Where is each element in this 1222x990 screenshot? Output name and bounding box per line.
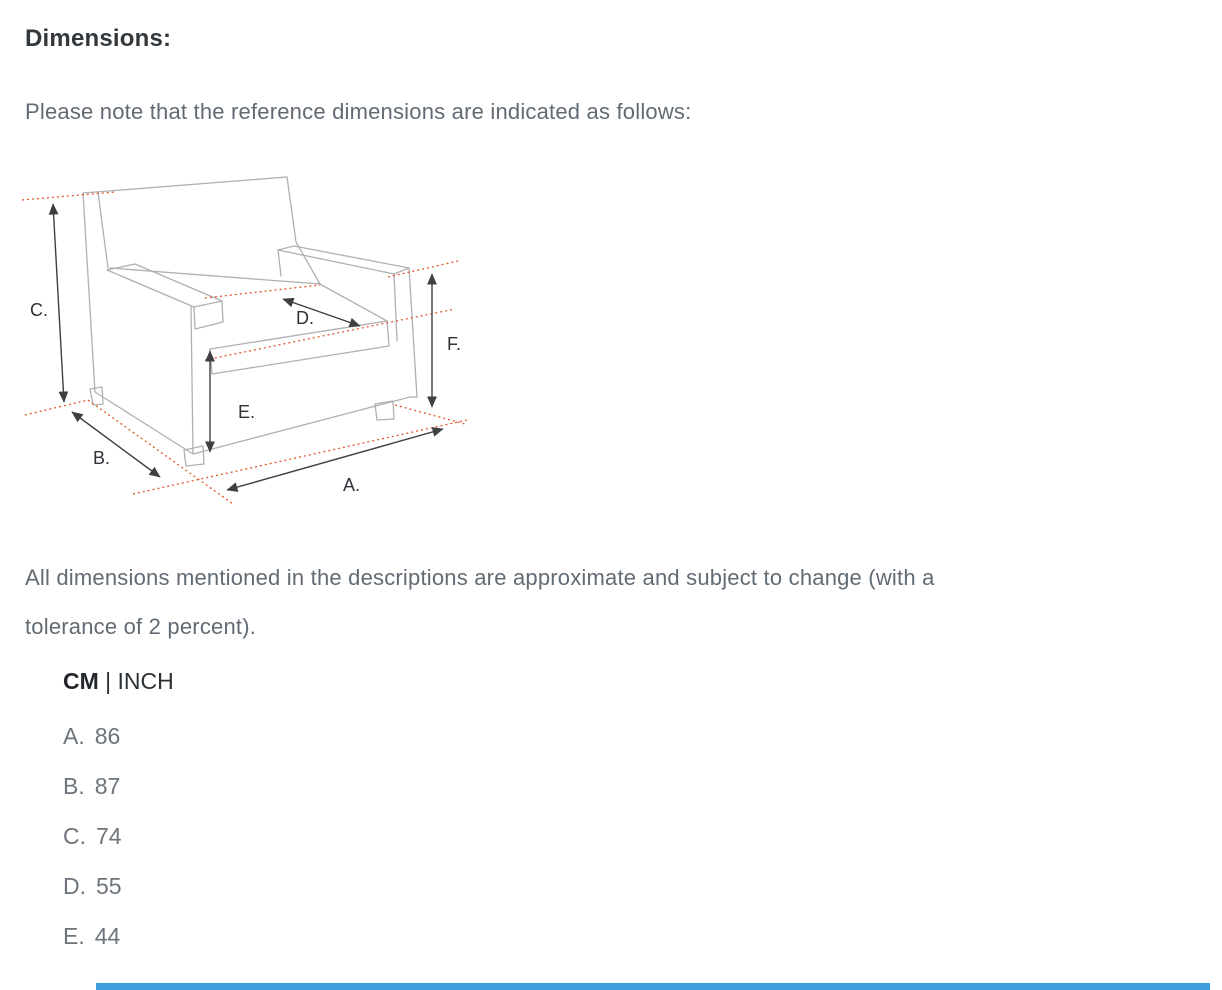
dimension-arrow-d <box>283 299 360 326</box>
reference-line-floor-left-b <box>25 400 88 415</box>
units-separator: | <box>98 668 118 694</box>
reference-line-seat-back <box>205 285 320 298</box>
dimension-value: 74 <box>96 822 122 849</box>
units-cm-label: CM <box>63 668 99 694</box>
note-line-2: tolerance of 2 percent). <box>25 614 257 639</box>
dimension-letter: D. <box>63 872 86 899</box>
reference-line-top-left <box>22 192 115 200</box>
units-inch-label: INCH <box>117 668 174 694</box>
diagram-label-b: B. <box>93 448 111 468</box>
dimension-value: 44 <box>94 922 121 949</box>
bottom-accent-bar <box>96 983 1210 990</box>
dimension-value: 55 <box>96 872 122 899</box>
armchair-diagram-svg <box>10 163 480 515</box>
diagram-label-a: A. <box>343 475 361 495</box>
dimension-diagram <box>10 163 480 515</box>
diagram-label-d: D. <box>296 308 314 328</box>
dimension-list <box>63 711 122 961</box>
dimension-letter: B. <box>63 772 85 799</box>
dimension-letter: C. <box>63 822 86 849</box>
reference-line-floor-front <box>133 420 467 494</box>
dimension-letter: E. <box>63 922 85 949</box>
dimension-arrow-a <box>227 429 443 490</box>
dimension-arrow-c <box>53 204 64 402</box>
dimension-arrow-b <box>72 412 160 477</box>
reference-line-seat-height <box>205 309 455 360</box>
note-line-1: All dimensions mentioned in the descriptions are approximate and subject to change (with a <box>25 565 935 590</box>
chair-drawing <box>83 177 417 466</box>
dimension-letter: A. <box>63 722 85 749</box>
list-item <box>63 711 122 761</box>
units-header <box>63 668 174 695</box>
page-title: Dimensions: <box>25 25 172 52</box>
intro-text: Please note that the reference dimensions are indicated as follows: <box>25 99 692 124</box>
reference-line-floor-right <box>395 405 465 424</box>
list-item <box>63 911 122 961</box>
reference-line-armrest-top <box>388 261 458 277</box>
diagram-label-c: C. <box>30 300 48 320</box>
note-text <box>25 553 1205 651</box>
dimension-value: 86 <box>94 722 121 749</box>
list-item <box>63 861 122 911</box>
list-item <box>63 811 122 861</box>
diagram-label-f: F. <box>447 334 462 354</box>
dimension-value: 87 <box>94 772 121 799</box>
list-item <box>63 761 122 811</box>
diagram-label-e: E. <box>238 402 256 422</box>
